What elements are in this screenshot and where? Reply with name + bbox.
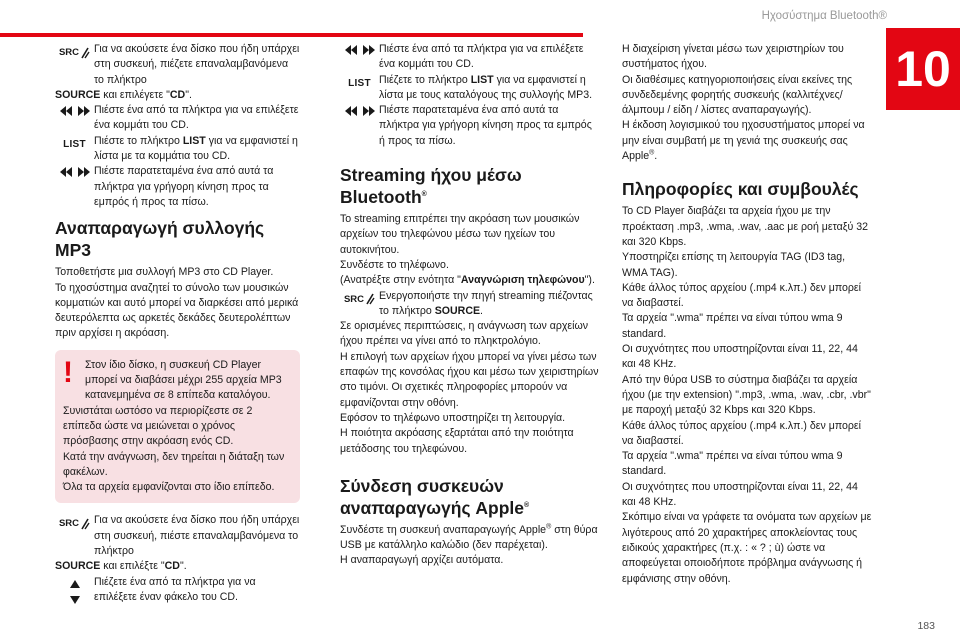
instruction-text: Πιέστε ένα από τα πλήκτρα για να επιλέξετε ένα κομμάτι του CD. xyxy=(94,104,299,132)
track-select-instruction xyxy=(55,103,300,134)
paragraph: Σε ορισμένες περιπτώσεις, η ανάγνωση των αρχείων ήχου πρέπει να γίνει από το πληκτρολόγιο. xyxy=(340,320,589,348)
prev-next-arrows-icon xyxy=(55,103,94,116)
source-button-icon xyxy=(55,513,94,531)
paragraph: Η αναπαραγωγή αρχίζει αυτόματα. xyxy=(340,554,504,567)
heading-info-tips: Πληροφορίες και συμβουλές xyxy=(622,179,859,200)
paragraph: Υποστηρίζει επίσης τη λειτουργία TAG (ID3 tag, WMA TAG). xyxy=(622,251,846,279)
paragraph: Τα αρχεία ".wma" πρέπει να είναι τύπου wma 9 standard. xyxy=(622,450,843,478)
warning-line: Συνιστάται ωστόσο να περιορίζεστε σε 2 επίπεδα ώστε να μειώνεται ο χρόνος πρόσβασης στην ακρόαση ενός CD. xyxy=(63,404,253,448)
exclamation-icon: ! xyxy=(63,355,73,389)
paragraph: Οι συχνότητες που υποστηρίζονται είναι 11, 22, 44 και 48 KHz. xyxy=(622,480,858,509)
list-button-icon: LIST xyxy=(348,77,371,89)
paragraph: Η έκδοση λογισμικού του ηχοσυστήματος μπορεί να μην είναι συμβατή με τη γενιά της συσκευής σας Apple®. xyxy=(622,119,865,163)
instruction-text: Ενεργοποιήστε την πηγή streaming πιέζοντας το πλήκτρο SOURCE. xyxy=(379,289,593,317)
instruction-text: Για να ακούσετε ένα δίσκο που ήδη υπάρχει στη συσκευή, πιέστε επαναλαμβανόμενα το πλήκτρο xyxy=(94,514,300,558)
instruction-text: Πιέστε παρατεταμένα ένα από αυτά τα πλήκτρα για γρήγορη κίνηση προς τα εμπρός ή προς τα πίσω. xyxy=(94,165,274,208)
column-1 xyxy=(55,42,300,606)
paragraph: Η διαχείριση γίνεται μέσω των χειριστηρίων του συστήματος ήχου. xyxy=(622,43,844,71)
chapter-number-tab: 10 xyxy=(886,28,960,110)
paragraph: Οι συχνότητες που υποστηρίζονται είναι 11, 22, 44 και 48 KHz. xyxy=(622,343,858,371)
prev-next-arrows-icon xyxy=(55,164,94,177)
column-2 xyxy=(340,42,600,569)
folder-select-instruction xyxy=(55,575,300,606)
source-switch-icon xyxy=(365,293,375,305)
source-button-icon xyxy=(55,42,94,60)
warning-line: Όλα τα αρχεία εμφανίζονται στο ίδιο επίπεδο. xyxy=(63,481,275,494)
up-down-arrows-icon xyxy=(55,575,94,606)
paragraph: Κάθε άλλος τύπος αρχείου (.mp4 κ.λπ.) δεν μπορεί να διαβαστεί. xyxy=(622,281,862,310)
src-instruction xyxy=(340,289,600,320)
instruction-text: Πιέζετε ένα από τα πλήκτρα για να επιλέξετε έναν φάκελο του CD. xyxy=(94,575,256,603)
heading-apple-connection: Σύνδεση συσκευών αναπαραγωγής Apple® xyxy=(340,475,530,518)
src-instruction xyxy=(55,42,300,88)
page-number: 183 xyxy=(917,620,935,632)
paragraph: Από την θύρα USB το σύστημα διαβάζει τα αρχεία ήχου (με την extension) ".mp3, .wma, .wav, .cbr, .vbr" με παροχή μεταξύ 32 Kbps και 320 Kbps. xyxy=(622,373,871,417)
prev-next-arrows-icon xyxy=(340,103,379,116)
paragraph: Τοποθετήστε μια συλλογή MP3 στο CD Player. xyxy=(55,266,274,279)
src-label: SRC xyxy=(343,293,365,305)
list-instruction xyxy=(55,134,300,165)
header-red-rule xyxy=(0,33,583,37)
src-label: SRC xyxy=(58,518,80,530)
instruction-text: Πιέστε το πλήκτρο LIST για να εμφανιστεί η λίστα με τα κομμάτια του CD. xyxy=(94,134,298,163)
warning-box xyxy=(55,350,300,504)
paragraph: Η επιλογή των αρχείων ήχου μπορεί να γίνει μέσω των επαφών της κονσόλας ήχου και μέσω των χειριστηρίων στο τιμόνι. Οι σχετικές πληροφορίες μπορούν να εμφανίζονται στην οθόνη. xyxy=(340,350,599,409)
list-button-icon: LIST xyxy=(63,138,86,150)
source-switch-icon xyxy=(80,518,90,530)
instruction-text: Για να ακούσετε ένα δίσκο που ήδη υπάρχει στη συσκευή, πιέζετε επαναλαμβανόμενα το πλήκτρο xyxy=(94,43,300,86)
paragraph: Συνδέστε το τηλέφωνο. xyxy=(340,258,449,271)
paragraph: Το CD Player διαβάζει τα αρχεία ήχου με την προέκταση .mp3, .wma, .wav, .aac με ροή μεταξύ 32 και 320 Kbps. xyxy=(622,205,869,248)
paragraph: Τα αρχεία ".wma" πρέπει να είναι τύπου wma 9 standard. xyxy=(622,312,843,340)
fast-seek-instruction xyxy=(340,103,600,149)
paragraph: Το ηχοσύστημα αναζητεί το σύνολο των μουσικών κομματιών και αυτό μπορεί να διαρκέσει από μερικά δευτερόλεπτα ως αρκετές δεκάδες δευτερολέπτων πριν αρχίσει η ακρόαση. xyxy=(55,281,299,340)
src-instruction xyxy=(55,513,300,559)
track-select-instruction xyxy=(340,42,600,73)
source-button-icon xyxy=(340,289,379,307)
column-3 xyxy=(622,42,872,587)
prev-next-arrows-icon xyxy=(340,42,379,55)
instruction-text: Πιέστε παρατεταμένα ένα από αυτά τα πλήκτρα για γρήγορη κίνηση προς τα εμπρός ή προς τα πίσω. xyxy=(379,104,592,147)
instruction-text: Πιέζετε το πλήκτρο LIST για να εμφανιστεί η λίστα με τους καταλόγους της συλλογής MP3. xyxy=(379,73,593,101)
heading-mp3: Αναπαραγωγή συλλογής MP3 xyxy=(55,218,265,261)
warning-line: Στον ίδιο δίσκο, η συσκευή CD Player μπορεί να διαβάσει μέχρι 255 αρχεία MP3 κατανεμημένα σε 8 επίπεδα καταλόγου. xyxy=(85,358,282,402)
fast-seek-instruction xyxy=(55,164,300,210)
heading-bluetooth-streaming: Streaming ήχου μέσω Bluetooth® xyxy=(340,165,522,208)
page-header xyxy=(0,0,960,38)
paragraph: Εφόσον το τηλέφωνο υποστηρίζει τη λειτουργία. xyxy=(340,411,566,424)
paragraph: Κάθε άλλος τύπος αρχείου (.mp4 κ.λπ.) δεν μπορεί να διαβαστεί. xyxy=(622,419,862,447)
instruction-text: Πιέστε ένα από τα πλήκτρα για να επιλέξετε ένα κομμάτι του CD. xyxy=(379,43,584,71)
paragraph: (Ανατρέξτε στην ενότητα "Αναγνώριση τηλεφώνου"). xyxy=(340,274,595,287)
warning-line: Κατά την ανάγνωση, δεν τηρείται η διάταξη των φακέλων. xyxy=(63,450,285,478)
source-switch-icon xyxy=(80,47,90,59)
instruction-text: SOURCE και επιλέγετε "CD". xyxy=(55,88,192,101)
instruction-text: SOURCE και επιλέξτε "CD". xyxy=(55,560,187,573)
warning-text xyxy=(63,358,292,496)
paragraph: Συνδέστε τη συσκευή αναπαραγωγής Apple® στη θύρα USB με κατάλληλο καλώδιο (δεν παρέχεται). xyxy=(340,523,598,552)
list-instruction xyxy=(340,73,600,104)
paragraph: Οι διαθέσιμες κατηγοριοποιήσεις είναι εκείνες της συνδεδεμένης φορητής συσκευής (καλλιτέχνες/ άλμπουμ / είδη / λίστες αναπαραγωγής). xyxy=(622,73,853,117)
section-title: Ηχοσύστημα Bluetooth® xyxy=(761,10,887,22)
paragraph: Η ποιότητα ακρόασης εξαρτάται από την ποιότητα μετάδοσης του τηλεφώνου. xyxy=(340,427,574,455)
paragraph: Σκόπιμο είναι να γράφετε τα ονόματα των αρχείων με λιγότερους από 20 χαρακτήρες αποκλείοντας τους ειδικούς χαρακτήρες (π.χ. : « ? ; ù) ώστε να αποφεύγεται οποιοδήποτε πρόβλημα ανάγνωσης ή εμφάνισης στην οθόνη. xyxy=(622,511,872,585)
paragraph: Το streaming επιτρέπει την ακρόαση των μουσικών αρχείων του τηλεφώνου μέσω των ηχείων του αυτοκινήτου. xyxy=(340,213,580,256)
src-label: SRC xyxy=(58,47,80,58)
